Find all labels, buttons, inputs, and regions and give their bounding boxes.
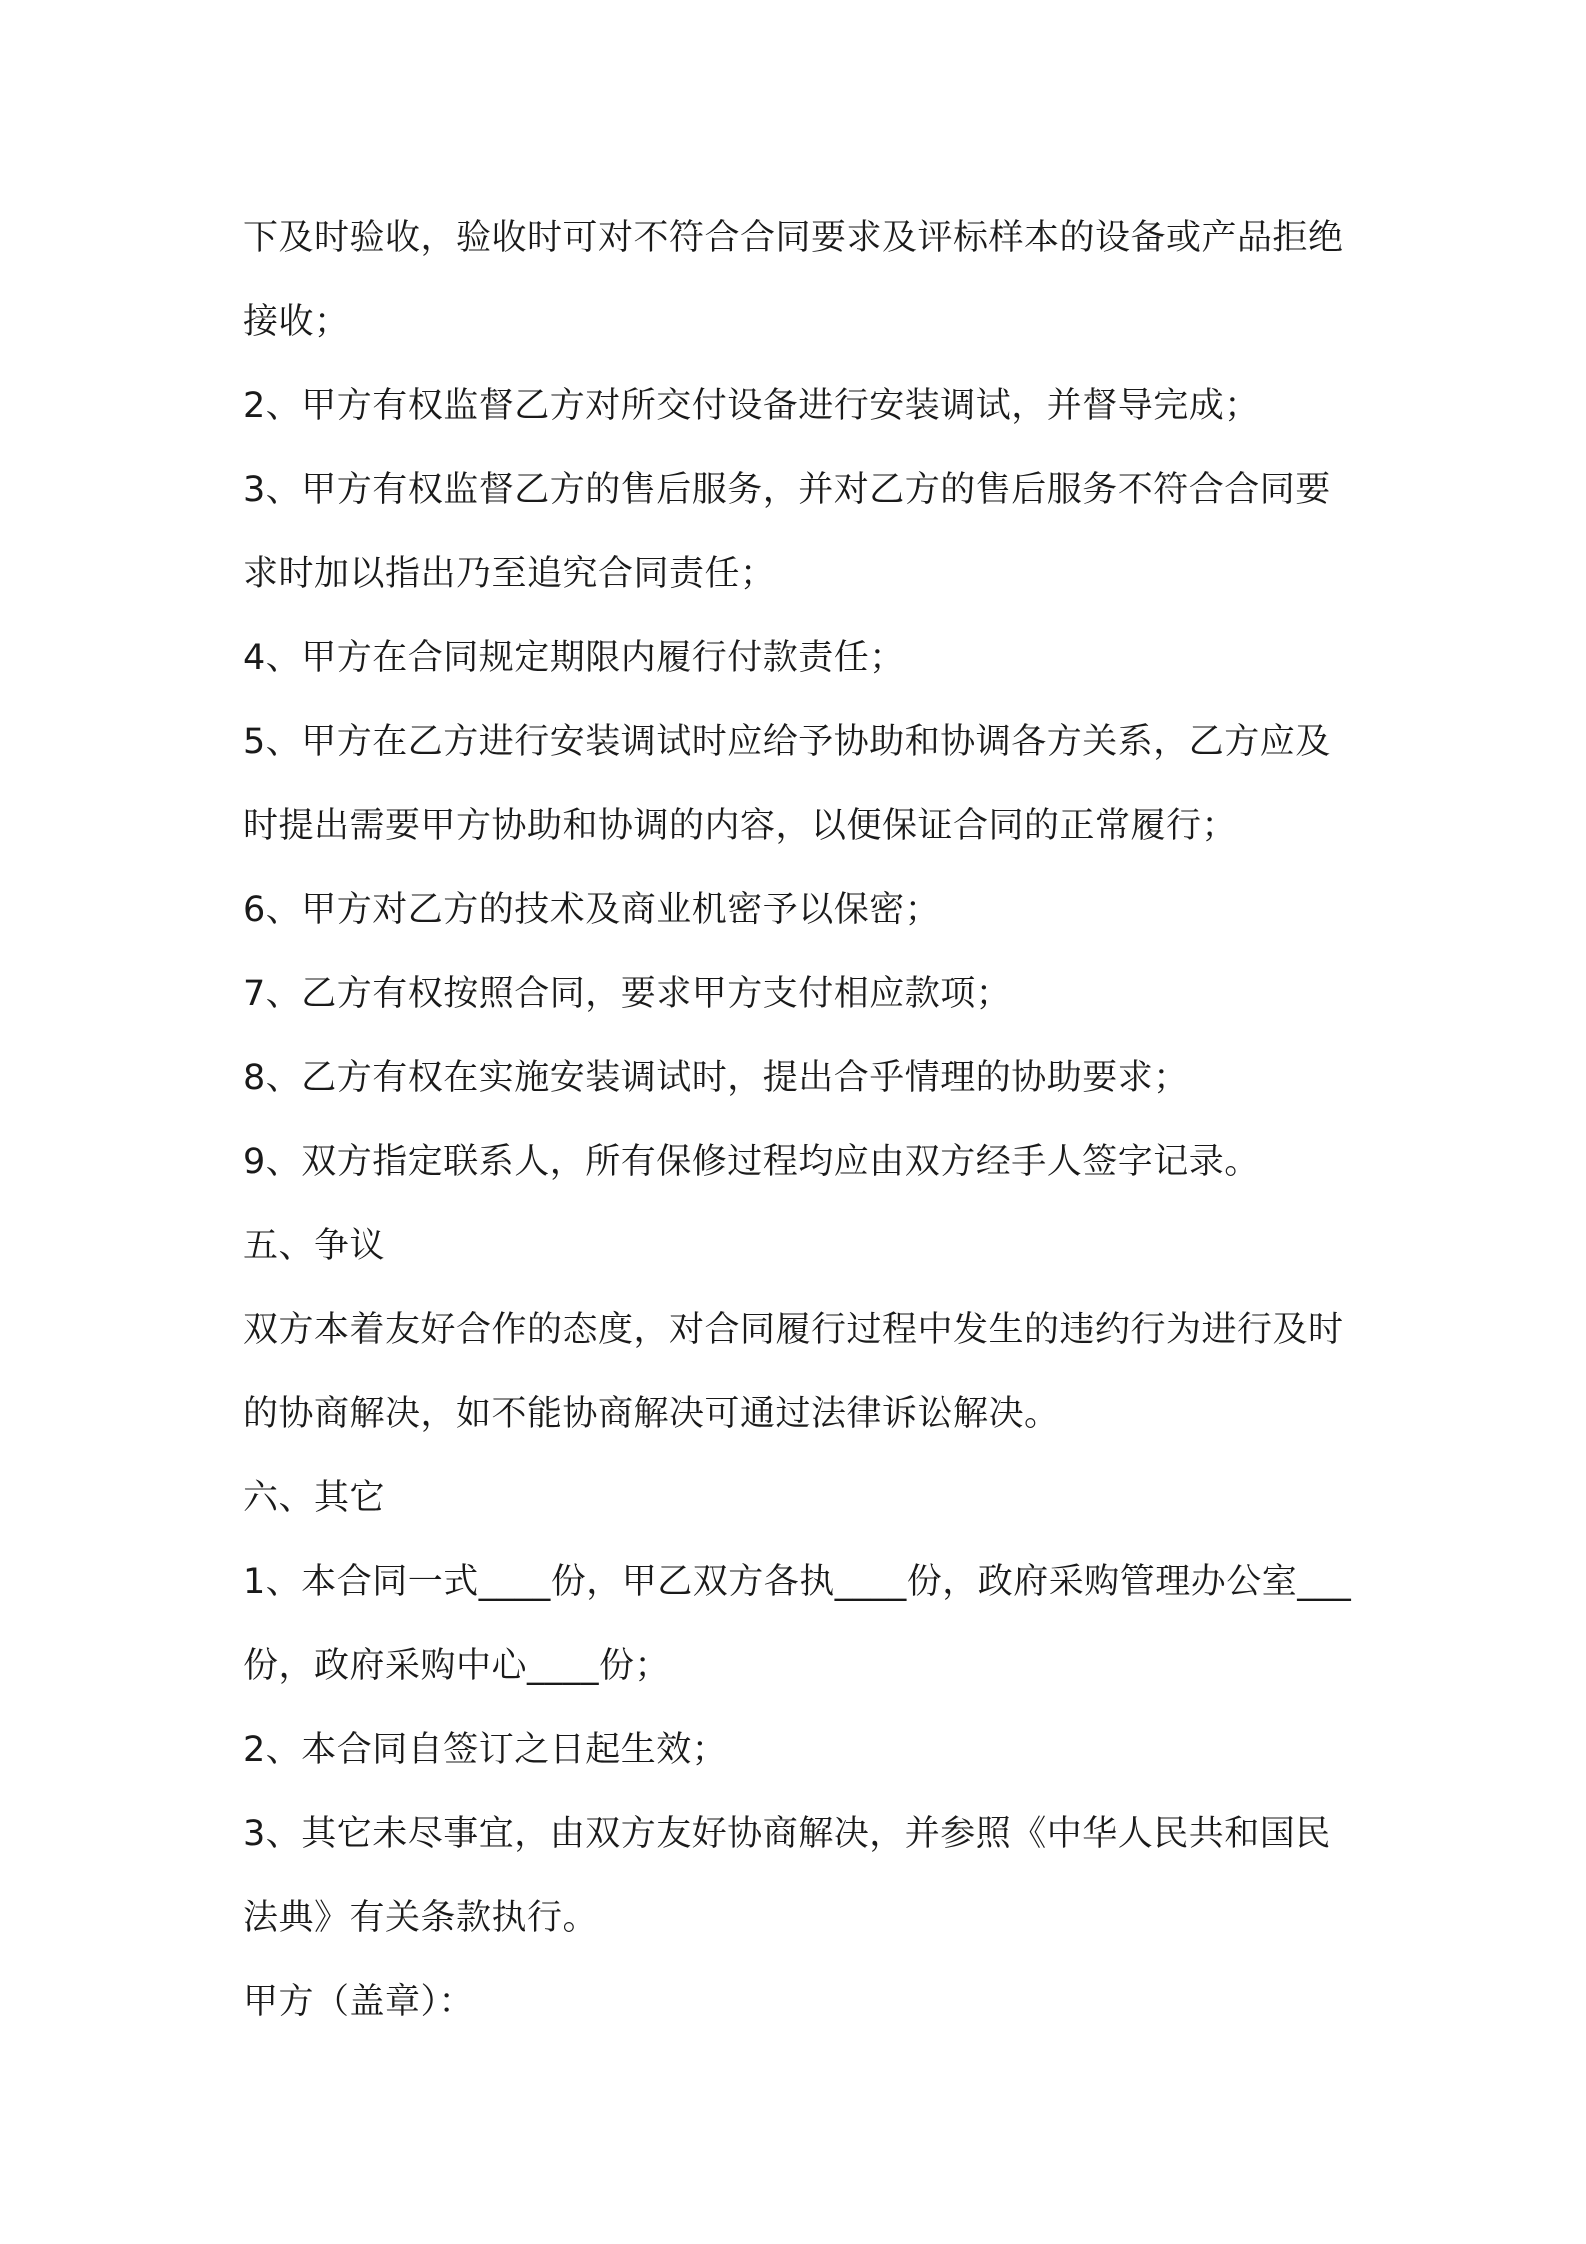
clause-6: 6、甲方对乙方的技术及商业机密予以保密； <box>243 890 941 930</box>
section-heading-dispute: 五、争议 <box>243 1226 386 1266</box>
other-clause-2: 2、本合同自签订之日起生效； <box>243 1730 728 1770</box>
document-body <box>243 196 1363 2044</box>
party-a-seal-line: 甲方（盖章）： <box>243 1982 475 2022</box>
section-heading-other: 六、其它 <box>243 1478 386 1518</box>
clause-8: 8、乙方有权在实施安装调试时，提出合乎情理的协助要求； <box>243 1058 1189 1098</box>
clause-9: 9、双方指定联系人，所有保修过程均应由双方经手人签字记录。 <box>243 1142 1260 1182</box>
clause-3: 3、甲方有权监督乙方的售后服务，并对乙方的售后服务不符合合同要求时加以指出乃至追究合同责任； <box>243 470 1331 594</box>
paragraph-acceptance: 下及时验收，验收时可对不符合合同要求及评标样本的设备或产品拒绝接收； <box>243 218 1344 342</box>
clause-7: 7、乙方有权按照合同，要求甲方支付相应款项； <box>243 974 1012 1014</box>
other-clause-3: 3、其它未尽事宜，由双方友好协商解决，并参照《中华人民共和国民法典》有关条款执行。 <box>243 1814 1331 1938</box>
clause-2: 2、甲方有权监督乙方对所交付设备进行安装调试，并督导完成； <box>243 386 1260 426</box>
clause-5: 5、甲方在乙方进行安装调试时应给予协助和协调各方关系，乙方应及时提出需要甲方协助和协调的内容，以便保证合同的正常履行； <box>243 722 1331 846</box>
dispute-text: 双方本着友好合作的态度，对合同履行过程中发生的违约行为进行及时的协商解决，如不能协商解决可通过法律诉讼解决。 <box>243 1310 1344 1434</box>
other-clause-1: 1、本合同一式____份，甲乙双方各执____份，政府采购管理办公室___份，政府采购中心____份； <box>243 1562 1352 1686</box>
clause-4: 4、甲方在合同规定期限内履行付款责任； <box>243 638 905 678</box>
